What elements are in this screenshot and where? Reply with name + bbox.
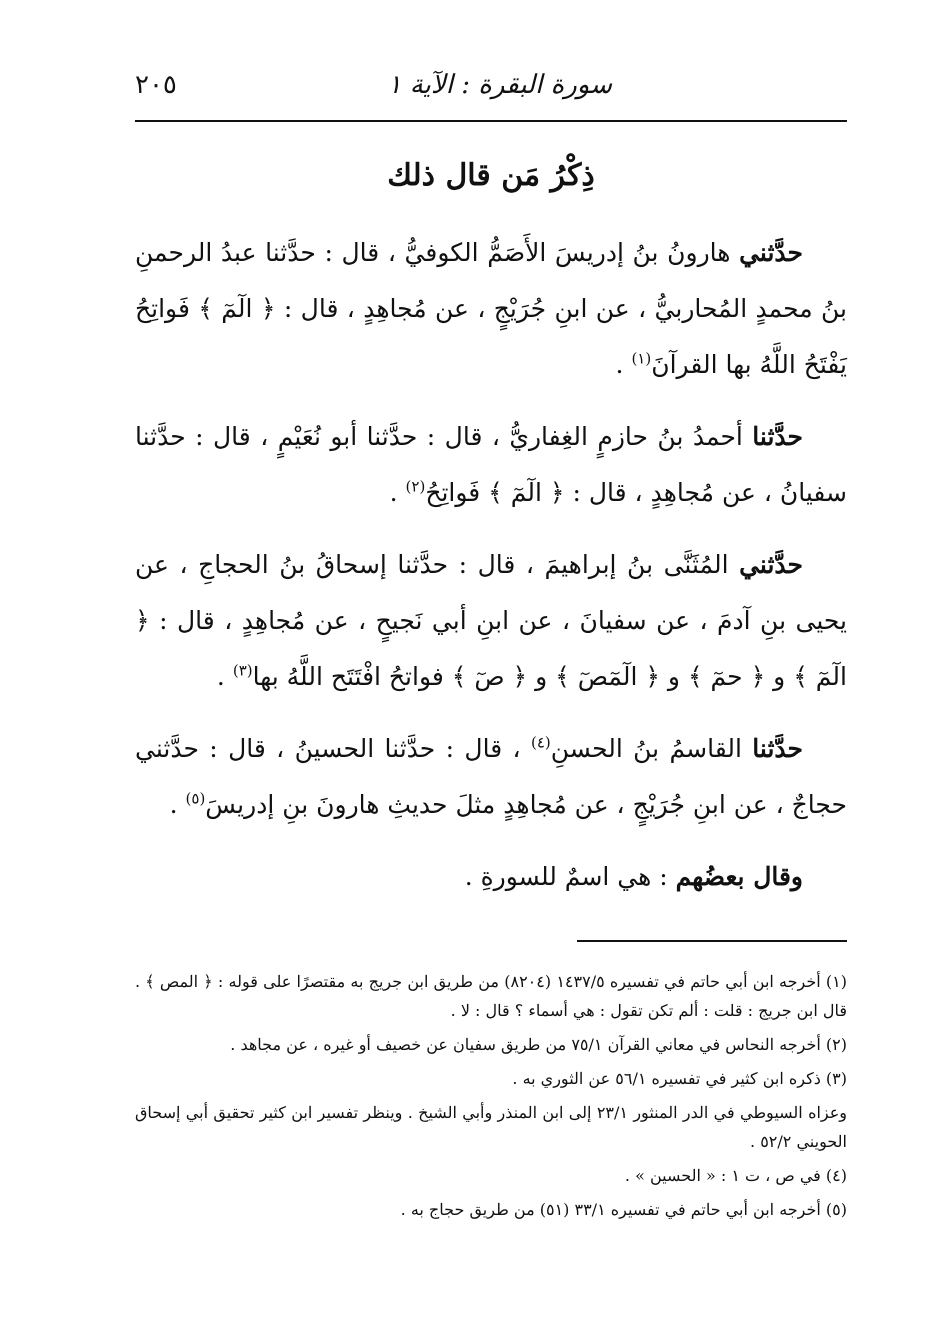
footnote-ref: (٥) [185, 789, 206, 808]
running-header [135, 66, 847, 114]
footnotes [135, 967, 847, 1229]
paragraph-end: . [169, 790, 186, 819]
paragraph-end: . [615, 350, 632, 379]
page-number: ٢٠٥ [135, 70, 177, 100]
paragraph-end: . [389, 478, 406, 507]
footnote: (٣) ذكره ابن كثير في تفسيره ٥٦/١ عن الثوري به . [512, 1069, 847, 1088]
footnote: وعزاه السيوطي في الدر المنثور ٢٣/١ إلى ابن المنذر وأبي الشيخ . وينظر تفسير ابن كثير تحقيق أبي إسحاق الحويني ٥٢/٢ . [135, 1103, 848, 1151]
hadith-paragraph [135, 721, 847, 833]
paragraph-lead: حدَّثنا [752, 734, 803, 763]
paragraph-lead: حدَّثني [739, 238, 803, 267]
paragraph-text: المُثَنَّى بنُ إبراهيمَ ، قال : حدَّثنا إسحاقُ بنُ الحجاجِ ، عن يحيى بنِ آدمَ ، عن سفيانَ ، عن ابنِ أبي نَجيحٍ ، عن مُجاهِدٍ ، قال : ﴿ الٓمٓ ﴾ و ﴿ حمٓ ﴾ و ﴿ الٓمٓصٓ ﴾ و ﴿ صٓ ﴾ فواتحُ افْتَتَح اللَّهُ بها [135, 550, 847, 691]
paragraph-text: أحمدُ بنُ حازمٍ الغِفاريُّ ، قال : حدَّثنا أبو نُعَيْمٍ ، قال : حدَّثنا سفيانُ ، عن مُجاهِدٍ ، قال : ﴿ الٓمٓ ﴾ فَواتِحُ [135, 422, 847, 507]
running-title: سورة البقرة : الآية ١ [387, 70, 612, 100]
footnote-ref: (٢) [405, 477, 426, 496]
hadith-paragraph [135, 537, 847, 705]
hadith-paragraph [135, 409, 847, 521]
paragraph-lead: حدَّثني [739, 550, 803, 579]
paragraph-text: هارونُ بنُ إدريسَ الأَصَمُّ الكوفيُّ ، قال : حدَّثنا عبدُ الرحمنِ بنُ محمدٍ المُحاربيُّ ، عن ابنِ جُرَيْجٍ ، عن مُجاهِدٍ ، قال : ﴿ الٓمٓ ﴾ فَواتِحُ يَفْتَحُ اللَّهُ بها القرآنَ [135, 238, 847, 379]
footnote-ref: (١) [631, 349, 652, 368]
footnote-rule [577, 940, 847, 942]
paragraph-lead: وقال بعضُهم [675, 862, 803, 891]
footnote: (٢) أخرجه النحاس في معاني القرآن ٧٥/١ من طريق سفيان عن خصيف أو غيره ، عن مجاهد . [230, 1035, 847, 1054]
hadith-paragraph [135, 225, 847, 393]
header-rule [135, 120, 847, 122]
main-text [135, 225, 847, 921]
footnote-ref: (٤) [530, 733, 551, 752]
section-heading: ذِكْرُ مَن قال ذلك [387, 158, 595, 193]
footnote-ref: (٣) [232, 661, 253, 680]
footnote: (٤) في ص ، ت ١ : « الحسين » . [624, 1166, 847, 1185]
paragraph-end: . [216, 662, 233, 691]
paragraph-text: القاسمُ بنُ الحسنِ [550, 734, 753, 763]
paragraph-text: : هي اسمٌ للسورةِ . [464, 862, 676, 891]
closing-paragraph [135, 849, 847, 905]
paragraph-text: ، قال : حدَّثنا الحسينُ ، قال : حدَّثني حجاجٌ ، عن ابنِ جُرَيْجٍ ، عن مُجاهِدٍ مثلَ حديثِ هارونَ بنِ إدريسَ [135, 734, 847, 819]
footnote: (١) أخرجه ابن أبي حاتم في تفسيره ١٤٣٧/٥ (٨٢٠٤) من طريق ابن جريج به مقتصرًا على قوله : ﴿ المص ﴾ . قال ابن جريج : قلت : ألم تكن تقول : هي أسماء ؟ قال : لا . [135, 972, 848, 1020]
paragraph-lead: حدَّثنا [752, 422, 803, 451]
footnote: (٥) أخرجه ابن أبي حاتم في تفسيره ٣٣/١ (٥١) من طريق حجاج به . [400, 1200, 847, 1219]
